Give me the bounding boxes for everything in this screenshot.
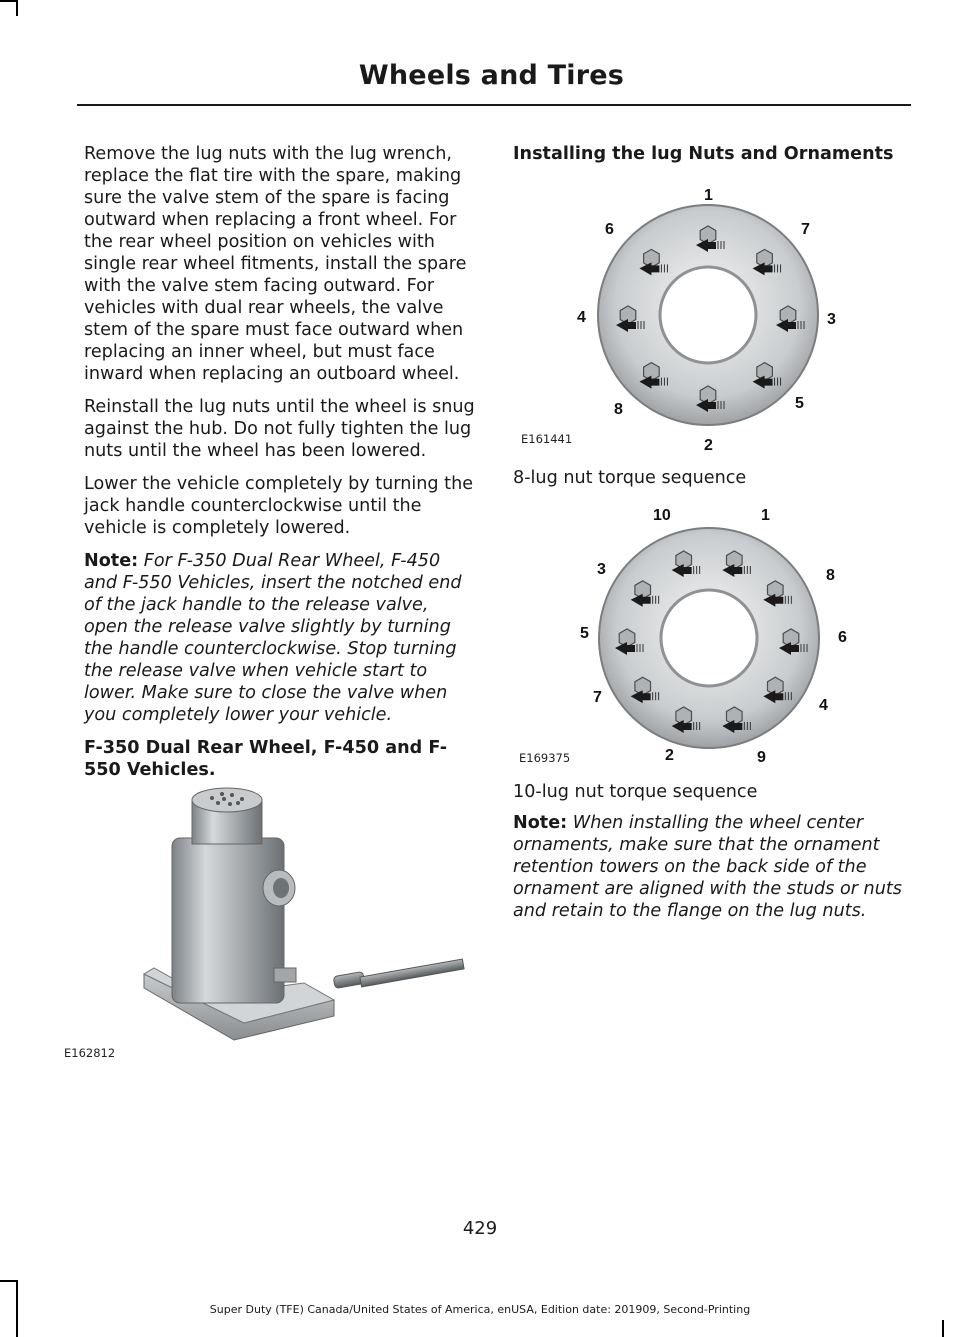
lug-label: 5: [580, 625, 589, 642]
header-rule: [77, 104, 911, 106]
subhead-dual-rear-wheel: F-350 Dual Rear Wheel, F-450 and F-550 Vehicles.: [84, 738, 448, 780]
lug-label: 10: [653, 507, 671, 524]
left-column: [84, 143, 476, 789]
bottle-jack-figure: [64, 778, 476, 1068]
caption-eight-lug: 8-lug nut torque sequence: [513, 468, 747, 488]
subhead-installing-lug-nuts: Installing the lug Nuts and Ornaments: [513, 144, 894, 164]
ten-lug-wheel-diagram: [513, 498, 911, 768]
page-footer: Super Duty (TFE) Canada/United States of America, enUSA, Edition date: 201909, Second-Printing: [209, 1303, 751, 1316]
eight-lug-figure: [513, 180, 911, 460]
paragraph-reinstall-lug-nuts: Reinstall the lug nuts until the wheel is snug against the hub. Do not fully tighten the lug nuts until the wheel has been lowered.: [84, 397, 475, 461]
lug-label: 2: [665, 747, 674, 764]
eight-lug-wheel-diagram: [513, 180, 911, 460]
figure-code: E169375: [519, 751, 571, 765]
lug-label: 9: [757, 749, 766, 766]
lug-label: 1: [761, 507, 770, 524]
lug-label: 6: [605, 221, 614, 238]
right-column: [513, 143, 911, 173]
ten-lug-figure: [513, 498, 911, 768]
lug-label: 1: [704, 187, 713, 204]
crop-mark: [16, 0, 18, 16]
figure-code: E161441: [521, 432, 573, 446]
page-title: Wheels and Tires: [358, 60, 624, 91]
note-label: Note:: [84, 551, 139, 571]
lug-label: 5: [795, 395, 804, 412]
page-number: 429: [462, 1218, 498, 1239]
lug-label: 7: [593, 689, 602, 706]
lug-label: 3: [827, 311, 836, 328]
caption-ten-lug: 10-lug nut torque sequence: [513, 782, 758, 802]
crop-mark: [942, 1320, 944, 1337]
figure-code: E162812: [64, 1046, 116, 1060]
lug-label: 4: [819, 697, 828, 714]
paragraph-remove-lug-nuts: Remove the lug nuts with the lug wrench, replace the flat tire with the spare, making sure the valve stem of the spare is facing outward when replacing a front wheel. For the rear wheel position on vehicles with single rear wheel fitments, install the spare with the valve stem facing outward. For vehicles with dual rear wheels, the valve stem of the spare must face outward when replacing an inner wheel, but must face inward when replacing an outboard wheel.: [84, 144, 467, 384]
note-text: For F-350 Dual Rear Wheel, F-450 and F-550 Vehicles, insert the notched end of the jack handle to the release valve, open the release valve slightly by turning the handle counterclockwise. Stop turning the release valve when vehicle start to lower. Make sure to close the valve when you completely lower your vehicle.: [84, 551, 462, 725]
note-release-valve: [84, 550, 476, 726]
lug-label: 8: [826, 567, 835, 584]
lug-label: 7: [801, 221, 810, 238]
note-ornaments: [513, 812, 911, 922]
note-text: When installing the wheel center ornaments, make sure that the ornament retention towers on the back side of the ornament are aligned with the studs or nuts and retain to the flange on the lug nuts.: [513, 813, 902, 921]
lug-label: 4: [577, 309, 586, 326]
crop-mark: [0, 0, 16, 2]
right-note-block: [513, 812, 911, 933]
lug-label: 3: [597, 561, 606, 578]
note-label: Note:: [513, 813, 568, 833]
lug-label: 2: [704, 437, 713, 454]
bottle-jack-illustration: [84, 778, 476, 1068]
crop-mark: [0, 1280, 16, 1282]
paragraph-lower-vehicle: Lower the vehicle completely by turning the jack handle counterclockwise until the vehicle is completely lowered.: [84, 474, 474, 538]
lug-label: 6: [838, 629, 847, 646]
lug-label: 8: [614, 401, 623, 418]
